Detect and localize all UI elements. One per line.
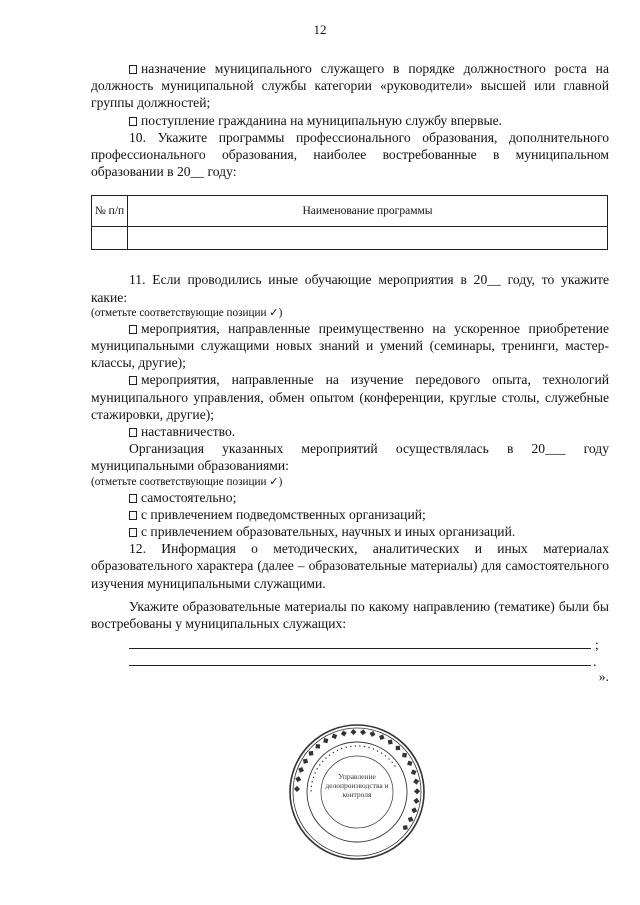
column-header-number: № п/п xyxy=(92,196,128,227)
page-number: 12 xyxy=(313,22,327,37)
blank-line[interactable] xyxy=(129,651,591,666)
option-top-2 xyxy=(91,112,609,129)
blank-line[interactable] xyxy=(129,634,591,649)
checkbox[interactable] xyxy=(129,528,137,537)
table-cell-number[interactable] xyxy=(92,227,128,250)
programs-table xyxy=(91,195,608,250)
stamp-inner-ring-text: • • • • • • • • • • • • • • • • • • • • • • • • • • xyxy=(308,743,398,793)
answer-line-1[interactable] xyxy=(91,634,609,651)
selection-note-2: (отметьте соответствующие позиции ✓) xyxy=(91,475,283,488)
table-cell-name[interactable] xyxy=(128,227,608,250)
checkbox[interactable] xyxy=(129,428,137,437)
org-option-1 xyxy=(91,489,609,506)
stamp-center-text: Управление делопроизводства и контроля xyxy=(325,772,389,799)
line-end: . xyxy=(593,654,597,670)
checkbox[interactable] xyxy=(129,117,137,126)
document-body xyxy=(91,60,609,685)
org-option-2 xyxy=(91,506,609,523)
question-12: 12. Информация о методических, аналитических и иных материалах образовательного характера (далее – образовательные материалы) для самостоятельного изучения муниципальными служащими. xyxy=(91,541,609,591)
checkbox[interactable] xyxy=(129,325,137,334)
organization-text: Организация указанных мероприятий осуществлялась в 20___ году муниципальными образованиями: xyxy=(91,441,609,474)
option-text: наставничество. xyxy=(141,424,236,440)
checkbox[interactable] xyxy=(129,494,137,503)
option-top-1 xyxy=(91,60,609,112)
option-text: мероприятия, направленные на изучение передового опыта, технологий муниципального управления, обмен опытом (конференции, круглые столы, служебные стажировки, другие); xyxy=(91,372,609,422)
q11-option-1 xyxy=(91,320,609,372)
answer-line-2[interactable] xyxy=(91,651,609,668)
checkbox[interactable] xyxy=(129,65,137,74)
column-header-name: Наименование программы xyxy=(128,196,608,227)
option-text: самостоятельно; xyxy=(141,489,237,505)
checkbox[interactable] xyxy=(129,376,137,385)
q11-option-2 xyxy=(91,371,609,423)
selection-note: (отметьте соответствующие позиции ✓) xyxy=(91,306,283,319)
option-text: поступление гражданина на муниципальную службу впервые. xyxy=(141,112,503,128)
question-10: 10. Укажите программы профессионального образования, дополнительного профессионального образования, наиболее востребованные в муниципальном образовании в 20__ году: xyxy=(91,129,609,180)
question-12-prompt: Укажите образовательные материалы по какому направлению (тематике) были бы востребованы у муниципальных служащих: xyxy=(91,598,609,632)
question-11: 11. Если проводились иные обучающие мероприятия в 20__ году, то укажите какие: xyxy=(91,272,609,305)
option-text: с привлечением образовательных, научных и иных организаций. xyxy=(141,524,516,540)
stamp-outer-ring-text: ◆ ◆ ◆ ◆ ◆ ◆ ◆ ◆ ◆ ◆ ◆ ◆ ◆ ◆ ◆ ◆ ◆ ◆ ◆ ◆ ◆ ◆ ◆ ◆ xyxy=(291,726,423,834)
org-option-3 xyxy=(91,523,609,540)
option-text: назначение муниципального служащего в порядке должностного роста на должность муниципальной службы категории «руководители» высшей или главной группы должностей; xyxy=(91,61,609,111)
checkbox[interactable] xyxy=(129,511,137,520)
seal-stamp xyxy=(287,722,427,862)
closing-quote: ». xyxy=(598,669,609,685)
q11-option-3 xyxy=(91,423,609,440)
option-text: с привлечением подведомственных организаций; xyxy=(141,506,426,522)
option-text: мероприятия, направленные преимущественно на ускоренное приобретение муниципальными служащими новых знаний и умений (семинары, тренинги, мастер-классы, другие); xyxy=(91,320,609,371)
line-end: ; xyxy=(595,637,599,653)
closing-mark xyxy=(91,668,609,685)
